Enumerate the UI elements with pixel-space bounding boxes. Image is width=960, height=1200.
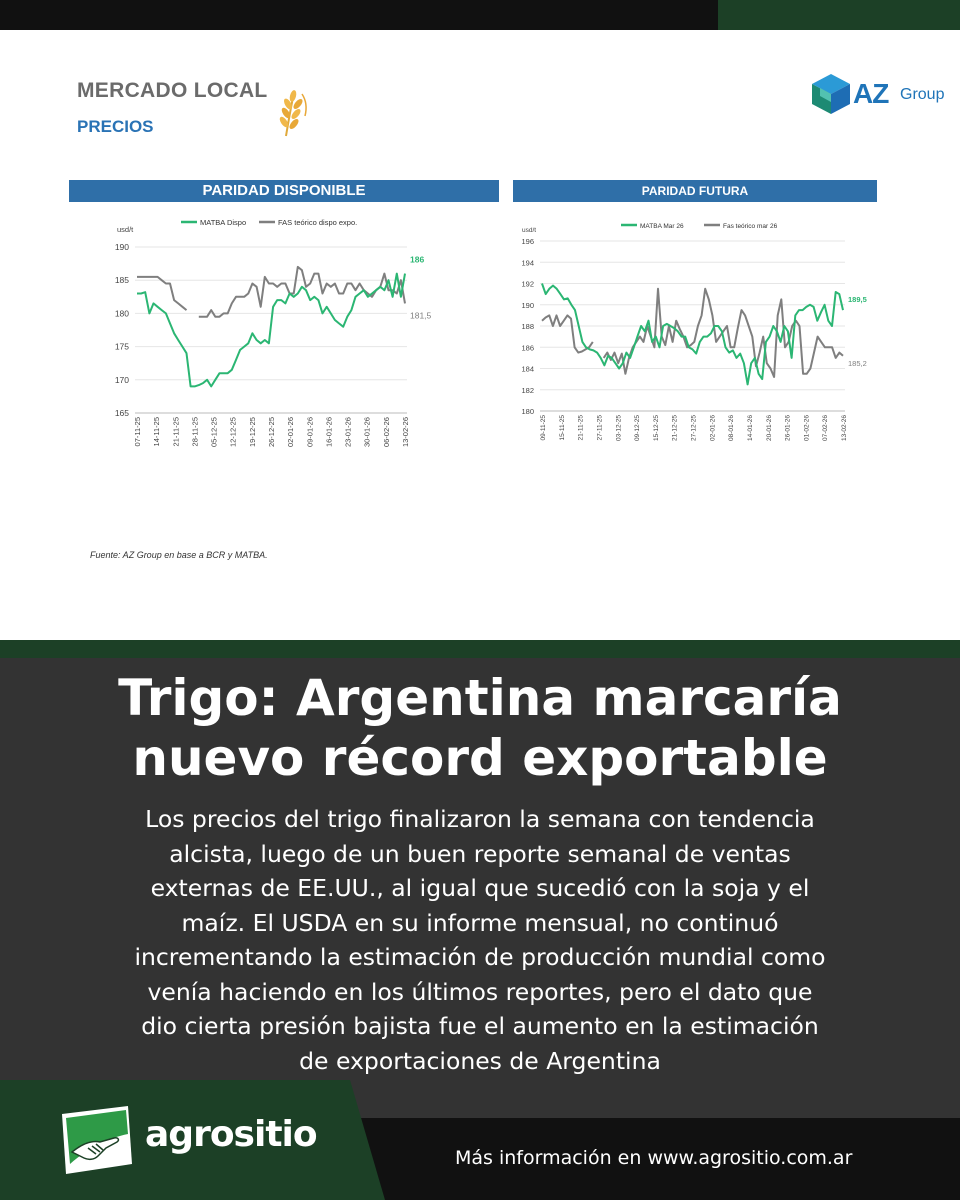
x-tick-label: 23-01-26: [343, 417, 353, 448]
series-line-matba: [137, 274, 405, 387]
y-tick-label: 170: [114, 374, 129, 385]
legend-entry: MATBA Dispo: [200, 218, 247, 227]
y-tick-label: 188: [521, 322, 534, 331]
headline: [40, 668, 920, 788]
section-subtitle: PRECIOS: [77, 117, 154, 136]
series-line-fas: [542, 289, 843, 377]
article-body: [60, 802, 900, 1078]
y-tick-label: 190: [521, 300, 534, 310]
y-tick-label: 182: [521, 385, 534, 395]
headline-line-1: Trigo: Argentina marcaría: [118, 669, 842, 727]
x-tick-label: 27-11-25: [596, 415, 604, 441]
x-tick-label: 09-11-25: [540, 415, 547, 441]
x-tick-label: 27-12-25: [690, 415, 698, 442]
y-tick-label: 180: [114, 308, 129, 319]
x-tick-label: 03-12-25: [615, 415, 623, 442]
body-line: alcista, luego de un buen reporte semanal de ventas: [169, 839, 791, 868]
x-tick-label: 13-02-26: [401, 417, 410, 448]
body-line: incrementando la estimación de producción mundial como: [134, 943, 826, 971]
chart-paridad-futura: [513, 202, 877, 472]
x-tick-label: 02-01-26: [286, 417, 296, 448]
x-tick-label: 09-01-26: [305, 417, 315, 448]
body-line: venía haciendo en los últimos reportes, pero el dato que: [147, 977, 813, 1006]
divider-strip: [0, 640, 960, 658]
y-tick-label: 180: [521, 407, 534, 416]
top-bar-accent: [718, 0, 960, 30]
y-tick-label: 185: [114, 275, 129, 286]
legend-entry: FAS teórico dispo expo.: [278, 218, 358, 227]
x-tick-label: 28-11-25: [190, 417, 200, 447]
x-tick-label: 08-01-26: [728, 415, 736, 442]
y-tick-label: 196: [521, 237, 534, 246]
x-tick-label: 13-02-26: [841, 415, 848, 442]
body-line: dio cierta presión bajista fue el aumento en la estimación: [141, 1012, 819, 1040]
x-tick-label: 14-11-25: [152, 417, 162, 447]
more-info-link[interactable]: Más información en www.agrositio.com.ar: [455, 1147, 853, 1169]
x-tick-label: 02-01-26: [709, 415, 717, 442]
y-tick-label: 184: [521, 364, 534, 374]
x-tick-label: 21-11-25: [577, 415, 585, 441]
x-tick-label: 21-12-25: [671, 415, 679, 442]
y-tick-label: 186: [521, 343, 534, 353]
handshake-icon: [58, 1104, 136, 1176]
y-tick-label: 194: [521, 258, 534, 268]
section-title: MERCADO LOCAL: [77, 79, 268, 102]
body-line: de exportaciones de Argentina: [299, 1046, 661, 1075]
brand-logo-group: Group: [900, 86, 945, 103]
legend-entry: MATBA Mar 26: [640, 223, 684, 230]
x-tick-label: 01-02-26: [803, 415, 811, 442]
body-line: maíz. El USDA en su informe mensual, no continuó: [181, 908, 779, 937]
body-line: Los precios del trigo finalizaron la semana con tendencia: [145, 805, 815, 833]
legend-entry: Fas teórico mar 26: [723, 223, 778, 230]
series-end-label: 186: [410, 254, 425, 265]
chart-paridad-disponible: [69, 202, 499, 472]
footer-brand: agrositio: [145, 1114, 317, 1155]
brand-logo-az: AZ: [853, 78, 889, 109]
x-tick-label: 06-02-26: [381, 417, 391, 448]
series-end-label: 189,5: [848, 295, 867, 305]
x-tick-label: 26-01-26: [784, 415, 792, 442]
x-tick-label: 14-01-26: [746, 415, 754, 442]
x-tick-label: 19-12-25: [247, 417, 257, 448]
x-tick-label: 09-12-25: [634, 415, 642, 442]
series-end-label: 181,5: [410, 310, 432, 321]
series-end-label: 185,2: [848, 358, 867, 368]
y-tick-label: 192: [521, 279, 534, 289]
x-tick-label: 07-11-25: [133, 417, 142, 447]
wheat-icon: [272, 86, 312, 138]
x-tick-label: 07-02-26: [822, 415, 830, 442]
y-axis-label: usd/t: [117, 225, 134, 234]
x-tick-label: 20-01-26: [765, 415, 773, 442]
x-tick-label: 30-01-26: [362, 417, 372, 448]
chart-title-disponible: PARIDAD DISPONIBLE: [69, 180, 499, 202]
x-tick-label: 12-12-25: [228, 417, 238, 448]
y-tick-label: 175: [114, 341, 129, 352]
series-line-matba: [542, 284, 843, 385]
chart-title-futura: PARIDAD FUTURA: [513, 180, 877, 202]
y-axis-label: usd/t: [522, 227, 537, 234]
y-tick-label: 190: [114, 242, 129, 252]
x-tick-label: 16-01-26: [324, 417, 334, 448]
source-note: Fuente: AZ Group en base a BCR y MATBA.: [90, 550, 268, 560]
x-tick-label: 05-12-25: [209, 417, 219, 448]
x-tick-label: 15-12-25: [652, 415, 660, 442]
x-tick-label: 15-11-25: [558, 415, 566, 441]
az-cube-icon: [810, 72, 852, 116]
x-tick-label: 21-11-25: [171, 417, 181, 447]
top-bar: [0, 0, 718, 30]
y-tick-label: 165: [114, 408, 129, 418]
body-line: externas de EE.UU., al igual que sucedió con la soja y el: [150, 874, 810, 902]
x-tick-label: 26-12-25: [267, 417, 276, 448]
headline-line-2: nuevo récord exportable: [132, 729, 828, 787]
